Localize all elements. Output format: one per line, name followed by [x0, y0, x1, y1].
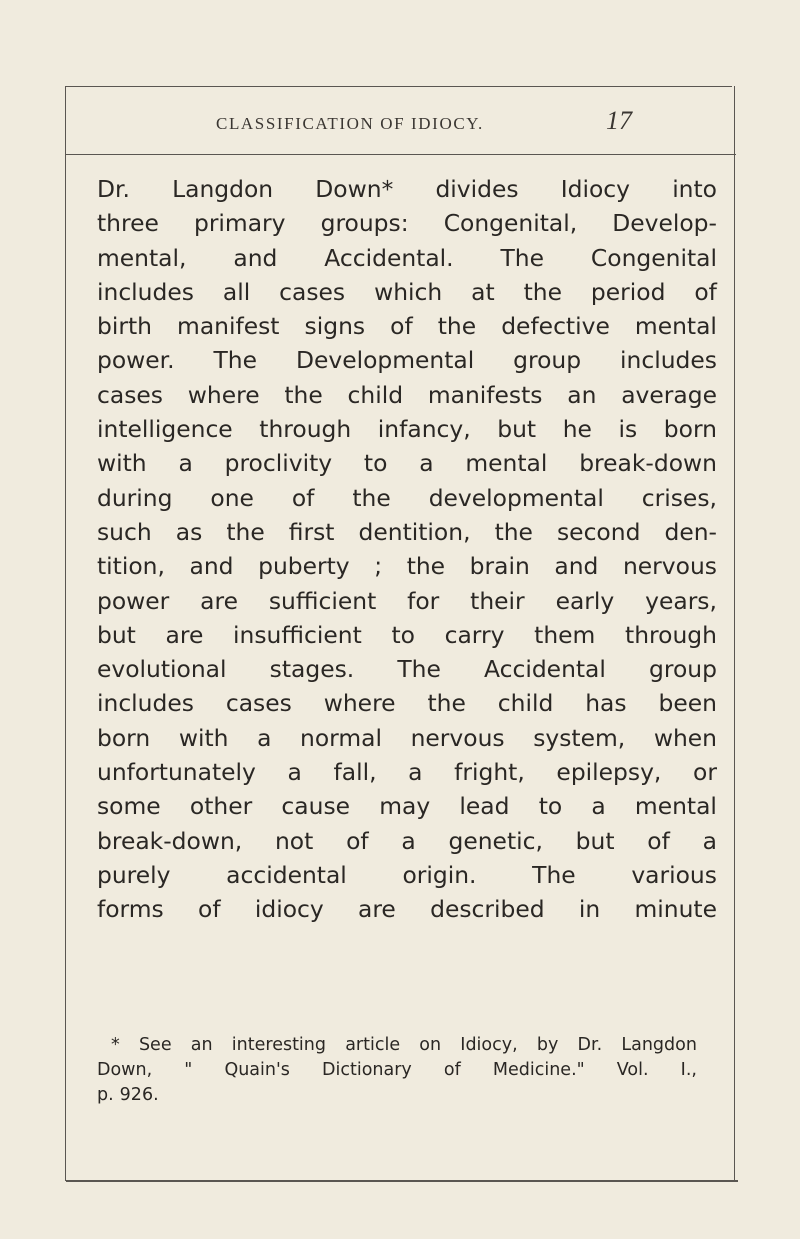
body-text-line: tition, and puberty ; the brain and nervous	[97, 552, 717, 581]
body-text-line: mental, and Accidental. The Congenital	[97, 243, 717, 272]
body-text-line: such as the first dentition, the second den-	[97, 517, 717, 546]
page-border-left	[65, 86, 66, 1181]
footnote-text-line: Down, " Quain's Dictionary of Medicine." Vol. I.,	[97, 1060, 697, 1080]
body-text-line: born with a normal nervous system, when	[97, 723, 717, 752]
body-text-line: birth manifest signs of the defective mental	[97, 312, 717, 341]
body-text-line: break-down, not of a genetic, but of a	[97, 826, 717, 855]
page-border-top	[66, 86, 732, 87]
body-text-line: but are insufficient to carry them through	[97, 620, 717, 649]
body-text-line: includes cases where the child has been	[97, 689, 717, 718]
body-paragraph	[97, 172, 717, 927]
footnote-text-line: * See an interesting article on Idiocy, by Dr. Langdon	[111, 1035, 697, 1055]
body-text-line: three primary groups: Congenital, Develop-	[97, 209, 717, 238]
body-text-line: some other cause may lead to a mental	[97, 792, 717, 821]
footnote-text-line: p. 926.	[97, 1085, 159, 1105]
page-border-bottom	[66, 1180, 738, 1182]
body-text-line: during one of the developmental crises,	[97, 483, 717, 512]
page-header	[66, 102, 734, 142]
body-text-line: forms of idiocy are described in minute	[97, 895, 717, 924]
page-number: 17	[606, 106, 632, 135]
body-text-line: power are sufficient for their early years,	[97, 586, 717, 615]
body-text-line: with a proclivity to a mental break-down	[97, 449, 717, 478]
body-text-line: includes all cases which at the period of	[97, 277, 717, 306]
header-rule	[66, 154, 736, 155]
page-border-right	[734, 86, 735, 1181]
body-text-line: evolutional stages. The Accidental group	[97, 655, 717, 684]
running-title: CLASSIFICATION OF IDIOCY.	[216, 114, 484, 133]
footnote	[97, 1033, 697, 1108]
body-text-line: intelligence through infancy, but he is born	[97, 415, 717, 444]
body-text-line: power. The Developmental group includes	[97, 346, 717, 375]
body-text-line: purely accidental origin. The various	[97, 860, 717, 889]
body-text-line: unfortunately a fall, a fright, epilepsy, or	[97, 758, 717, 787]
body-text-line: Dr. Langdon Down* divides Idiocy into	[97, 175, 717, 203]
body-text-line: cases where the child manifests an average	[97, 380, 717, 409]
